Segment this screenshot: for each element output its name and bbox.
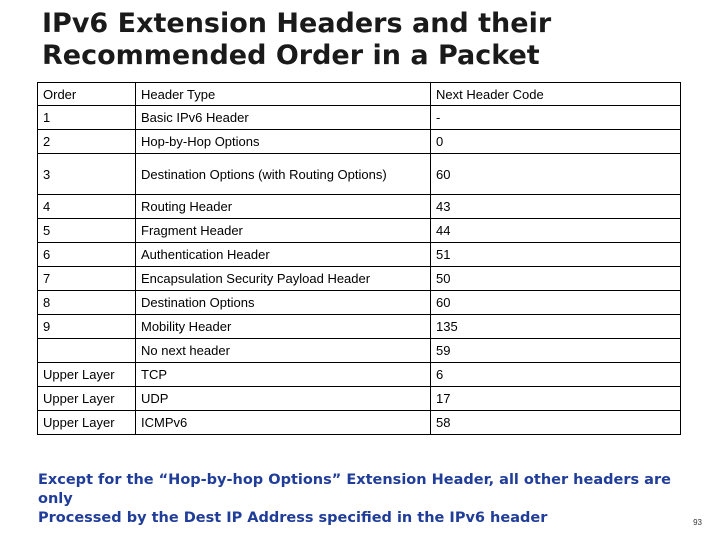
column-header-header-type: Header Type xyxy=(136,83,431,106)
order-cell xyxy=(38,339,136,363)
header-type-cell: No next header xyxy=(136,339,431,363)
table-header-row xyxy=(38,83,681,106)
table-row xyxy=(38,195,681,219)
next-header-code-cell: 17 xyxy=(431,387,681,411)
next-header-code-cell: 59 xyxy=(431,339,681,363)
table-row xyxy=(38,363,681,387)
next-header-code-cell: 135 xyxy=(431,315,681,339)
next-header-code-cell: - xyxy=(431,106,681,130)
next-header-code-cell: 58 xyxy=(431,411,681,435)
table-row xyxy=(38,130,681,154)
footnote xyxy=(38,471,708,528)
next-header-code-cell: 60 xyxy=(431,291,681,315)
order-cell: 4 xyxy=(38,195,136,219)
extension-header-table xyxy=(37,82,681,435)
order-cell: Upper Layer xyxy=(38,387,136,411)
header-type-cell: Basic IPv6 Header xyxy=(136,106,431,130)
table-row xyxy=(38,387,681,411)
header-type-cell: Hop-by-Hop Options xyxy=(136,130,431,154)
slide-title-line-1: IPv6 Extension Headers and their xyxy=(42,8,552,39)
next-header-code-cell: 60 xyxy=(431,154,681,195)
table-row xyxy=(38,219,681,243)
order-cell: Upper Layer xyxy=(38,411,136,435)
table-row xyxy=(38,411,681,435)
next-header-code-cell: 44 xyxy=(431,219,681,243)
table-row xyxy=(38,154,681,195)
next-header-code-cell: 43 xyxy=(431,195,681,219)
order-cell: 8 xyxy=(38,291,136,315)
order-cell: 1 xyxy=(38,106,136,130)
header-type-cell: ICMPv6 xyxy=(136,411,431,435)
header-type-cell: TCP xyxy=(136,363,431,387)
order-cell: 9 xyxy=(38,315,136,339)
slide-title xyxy=(42,8,702,72)
footnote-line-1: Except for the “Hop-by-hop Options” Extension Header, all other headers are only xyxy=(38,472,671,507)
order-cell: 3 xyxy=(38,154,136,195)
header-type-cell: Mobility Header xyxy=(136,315,431,339)
header-type-cell: UDP xyxy=(136,387,431,411)
order-cell: 2 xyxy=(38,130,136,154)
header-type-cell: Destination Options xyxy=(136,291,431,315)
header-type-cell xyxy=(136,154,431,195)
next-header-code-cell: 50 xyxy=(431,267,681,291)
page-number: 93 xyxy=(693,518,702,527)
order-cell: 5 xyxy=(38,219,136,243)
header-type-cell: Encapsulation Security Payload Header xyxy=(136,267,431,291)
next-header-code-cell: 0 xyxy=(431,130,681,154)
next-header-code-cell: 51 xyxy=(431,243,681,267)
table-row xyxy=(38,291,681,315)
header-type-cell: Authentication Header xyxy=(136,243,431,267)
table-row xyxy=(38,106,681,130)
order-cell: Upper Layer xyxy=(38,363,136,387)
table-row xyxy=(38,339,681,363)
header-type-cell: Fragment Header xyxy=(136,219,431,243)
column-header-next-header-code: Next Header Code xyxy=(431,83,681,106)
column-header-order: Order xyxy=(38,83,136,106)
table-row xyxy=(38,315,681,339)
order-cell: 6 xyxy=(38,243,136,267)
header-type-cell: Routing Header xyxy=(136,195,431,219)
table-row xyxy=(38,243,681,267)
slide-title-line-2: Recommended Order in a Packet xyxy=(42,40,540,71)
next-header-code-cell: 6 xyxy=(431,363,681,387)
table-row xyxy=(38,267,681,291)
header-type-text: Destination Options (with Routing Options) xyxy=(141,166,387,182)
footnote-line-2: Processed by the Dest IP Address specified in the IPv6 header xyxy=(38,510,548,526)
order-cell: 7 xyxy=(38,267,136,291)
